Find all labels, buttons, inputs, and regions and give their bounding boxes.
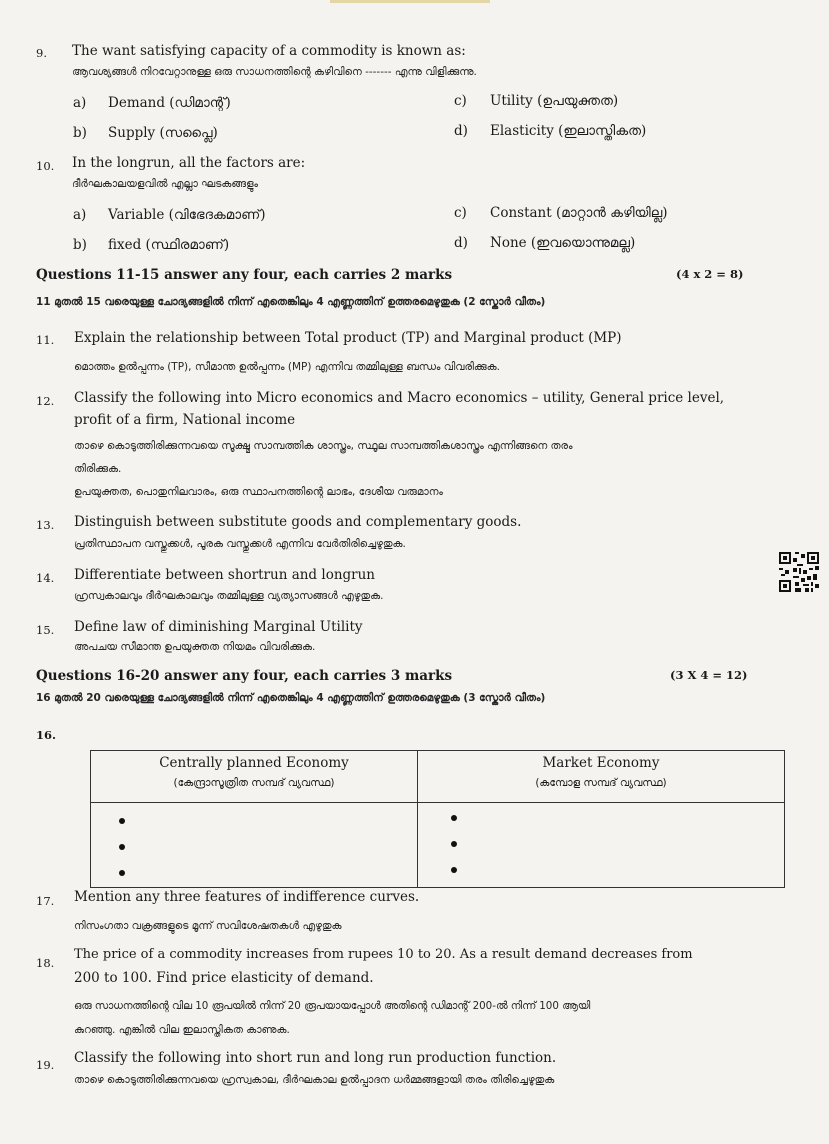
question-text-ml: മൊത്തം ഉൽപ്പന്നം (TP), സീമാന്ത ഉൽപ്പന്നം (MP) എന്നിവ തമ്മിലുള്ള ബന്ധം വിവരിക്കുക. (74, 361, 501, 373)
question-text-en: Classify the following into short run and long run production function. (74, 1050, 557, 1066)
section-heading: Questions 11-15 answer any four, each carries 2 marks (36, 267, 453, 283)
table-header-centrally-planned (91, 751, 418, 803)
section-marks: (3 X 4 = 12) (670, 668, 748, 682)
question-number: 17. (36, 894, 55, 908)
question-text-ml: ദീർഘകാലയളവിൽ എല്ലാ ഘടകങ്ങളും (72, 178, 258, 190)
option-text: Variable (വിഭേദകമാണ്) (108, 207, 266, 223)
option-letter: c) (454, 93, 467, 109)
question-text-ml: അപചയ സീമാന്ത ഉപയുക്തത നിയമം വിവരിക്കുക. (74, 641, 316, 653)
option-text: Utility (ഉപയുക്തത) (490, 93, 619, 109)
question-text-en: 200 to 100. Find price elasticity of demand. (74, 970, 374, 986)
question-text-en: Define law of diminishing Marginal Utility (74, 619, 363, 635)
bullet-icon (451, 815, 457, 821)
option-letter: d) (454, 123, 468, 139)
question-text-en: In the longrun, all the factors are: (72, 155, 306, 171)
question-text-ml: ഉപയുക്തത, പൊതുനിലവാരം, ഒരു സ്ഥാപനത്തിന്റെ ലാഭം, ദേശീയ വരുമാനം (74, 486, 443, 498)
question-number: 18. (36, 956, 55, 970)
option-text: Elasticity (ഇലാസ്തികത) (490, 123, 647, 139)
option-letter: b) (73, 125, 87, 141)
header-text-en: Market Economy (542, 755, 660, 771)
question-text-ml: ഒരു സാധനത്തിന്റെ വില 10 രൂപയിൽ നിന്ന് 20 രൂപയായപ്പോൾ അതിന്റെ ഡിമാന്റ് 200-ൽ നിന്ന് 100 ആയി (74, 1000, 591, 1012)
question-text-en: Mention any three features of indifference curves. (74, 889, 420, 905)
question-text-ml: തിരിക്കുക. (74, 463, 122, 475)
option-text: Supply (സപ്ലൈ) (108, 125, 218, 141)
question-number: 14. (36, 571, 55, 585)
question-text-en: Explain the relationship between Total product (TP) and Marginal product (MP) (74, 330, 622, 346)
answer-cell-market[interactable] (418, 803, 785, 888)
question-text-ml: കുറഞ്ഞു. എങ്കിൽ വില ഇലാസ്തികത കാണുക. (74, 1024, 290, 1036)
option-text: None (ഇവയൊന്നുമല്ല) (490, 235, 636, 251)
question-text-ml: പ്രതിസ്ഥാപന വസ്തുക്കൾ, പൂരക വസ്തുക്കൾ എന്നിവ വേർതിരിച്ചെഴുതുക. (74, 538, 406, 550)
bullet-icon (119, 818, 125, 824)
question-text-ml: ഹ്രസ്വകാലവും ദീർഘകാലവും തമ്മിലുള്ള വ്യത്യാസങ്ങൾ എഴുതുക. (74, 590, 384, 602)
answer-cell-centrally-planned[interactable] (91, 803, 418, 888)
top-edge-mark (330, 0, 490, 3)
header-text-ml: (കേന്ദ്രാസൂത്രിത സമ്പദ് വ്യവസ്ഥ) (173, 777, 335, 789)
question-text-ml: ആവശ്യങ്ങൾ നിറവേറ്റാനുള്ള ഒരു സാധനത്തിന്റെ കഴിവിനെ ------- എന്നു വിളിക്കുന്നു. (72, 66, 477, 78)
option-letter: d) (454, 235, 468, 251)
table-header-market (418, 751, 785, 803)
question-number: 11. (36, 333, 55, 347)
question-number: 15. (36, 623, 55, 637)
option-letter: c) (454, 205, 467, 221)
section-instruction-ml: 11 മുതൽ 15 വരെയുള്ള ചോദ്യങ്ങളിൽ നിന്ന് എതെങ്കിലും 4 എണ്ണത്തിന് ഉത്തരമെഴുതുക (2 സ്കോർ വീതം) (36, 296, 546, 308)
option-letter: b) (73, 237, 87, 253)
question-number: 19. (36, 1058, 55, 1072)
question-number: 12. (36, 394, 55, 408)
bullet-icon (119, 870, 125, 876)
question-text-en: The price of a commodity increases from rupees 10 to 20. As a result demand decreases from (74, 947, 693, 962)
qr-code-icon (779, 552, 819, 592)
question-text-ml: താഴെ കൊടുത്തിരിക്കുന്നവയെ ഹ്രസ്വകാല, ദീർഘകാല ഉൽപ്പാദന ധർമ്മങ്ങളായി തരം തിരിച്ചെഴുതുക (74, 1074, 555, 1086)
question-text-en: Differentiate between shortrun and longrun (74, 567, 375, 583)
question-text-en: profit of a firm, National income (74, 412, 296, 428)
question-number: 13. (36, 518, 55, 532)
section-instruction-ml: 16 മുതൽ 20 വരെയുള്ള ചോദ്യങ്ങളിൽ നിന്ന് എതെങ്കിലും 4 എണ്ണത്തിന് ഉത്തരമെഴുതുക (3 സ്കോർ വീതം) (36, 692, 546, 704)
option-letter: a) (73, 207, 87, 223)
option-text: Constant (മാറ്റാൻ കഴിയില്ല) (490, 205, 668, 221)
option-text: Demand (ഡിമാന്റ്) (108, 95, 231, 111)
question-number: 16. (36, 728, 57, 742)
question-text-en: Classify the following into Micro economics and Macro economics – utility, General price level, (74, 390, 725, 406)
question-number: 9. (36, 46, 47, 60)
question-text-ml: താഴെ കൊടുത്തിരിക്കുന്നവയെ സൂക്ഷ്മ സാമ്പത്തിക ശാസ്ത്രം, സ്ഥൂല സാമ്പത്തികശാസ്ത്രം എന്നിങ്ങനെ തരം (74, 440, 573, 452)
option-text: fixed (സ്ഥിരമാണ്) (108, 237, 230, 253)
bullet-icon (451, 841, 457, 847)
section-heading: Questions 16-20 answer any four, each carries 3 marks (36, 668, 453, 684)
question-text-en: Distinguish between substitute goods and complementary goods. (74, 514, 522, 530)
header-text-en: Centrally planned Economy (159, 755, 349, 771)
bullet-icon (451, 867, 457, 873)
question-number: 10. (36, 159, 55, 173)
option-letter: a) (73, 95, 87, 111)
question-text-en: The want satisfying capacity of a commodity is known as: (72, 43, 466, 59)
header-text-ml: (കമ്പോള സമ്പദ് വ്യവസ്ഥ) (535, 777, 667, 789)
question-text-ml: നിസംഗതാ വക്രങ്ങളുടെ മൂന്ന് സവിശേഷതകൾ എഴുതുക (74, 920, 342, 932)
comparison-table (90, 750, 785, 888)
bullet-icon (119, 844, 125, 850)
section-marks: (4 x 2 = 8) (676, 267, 744, 281)
